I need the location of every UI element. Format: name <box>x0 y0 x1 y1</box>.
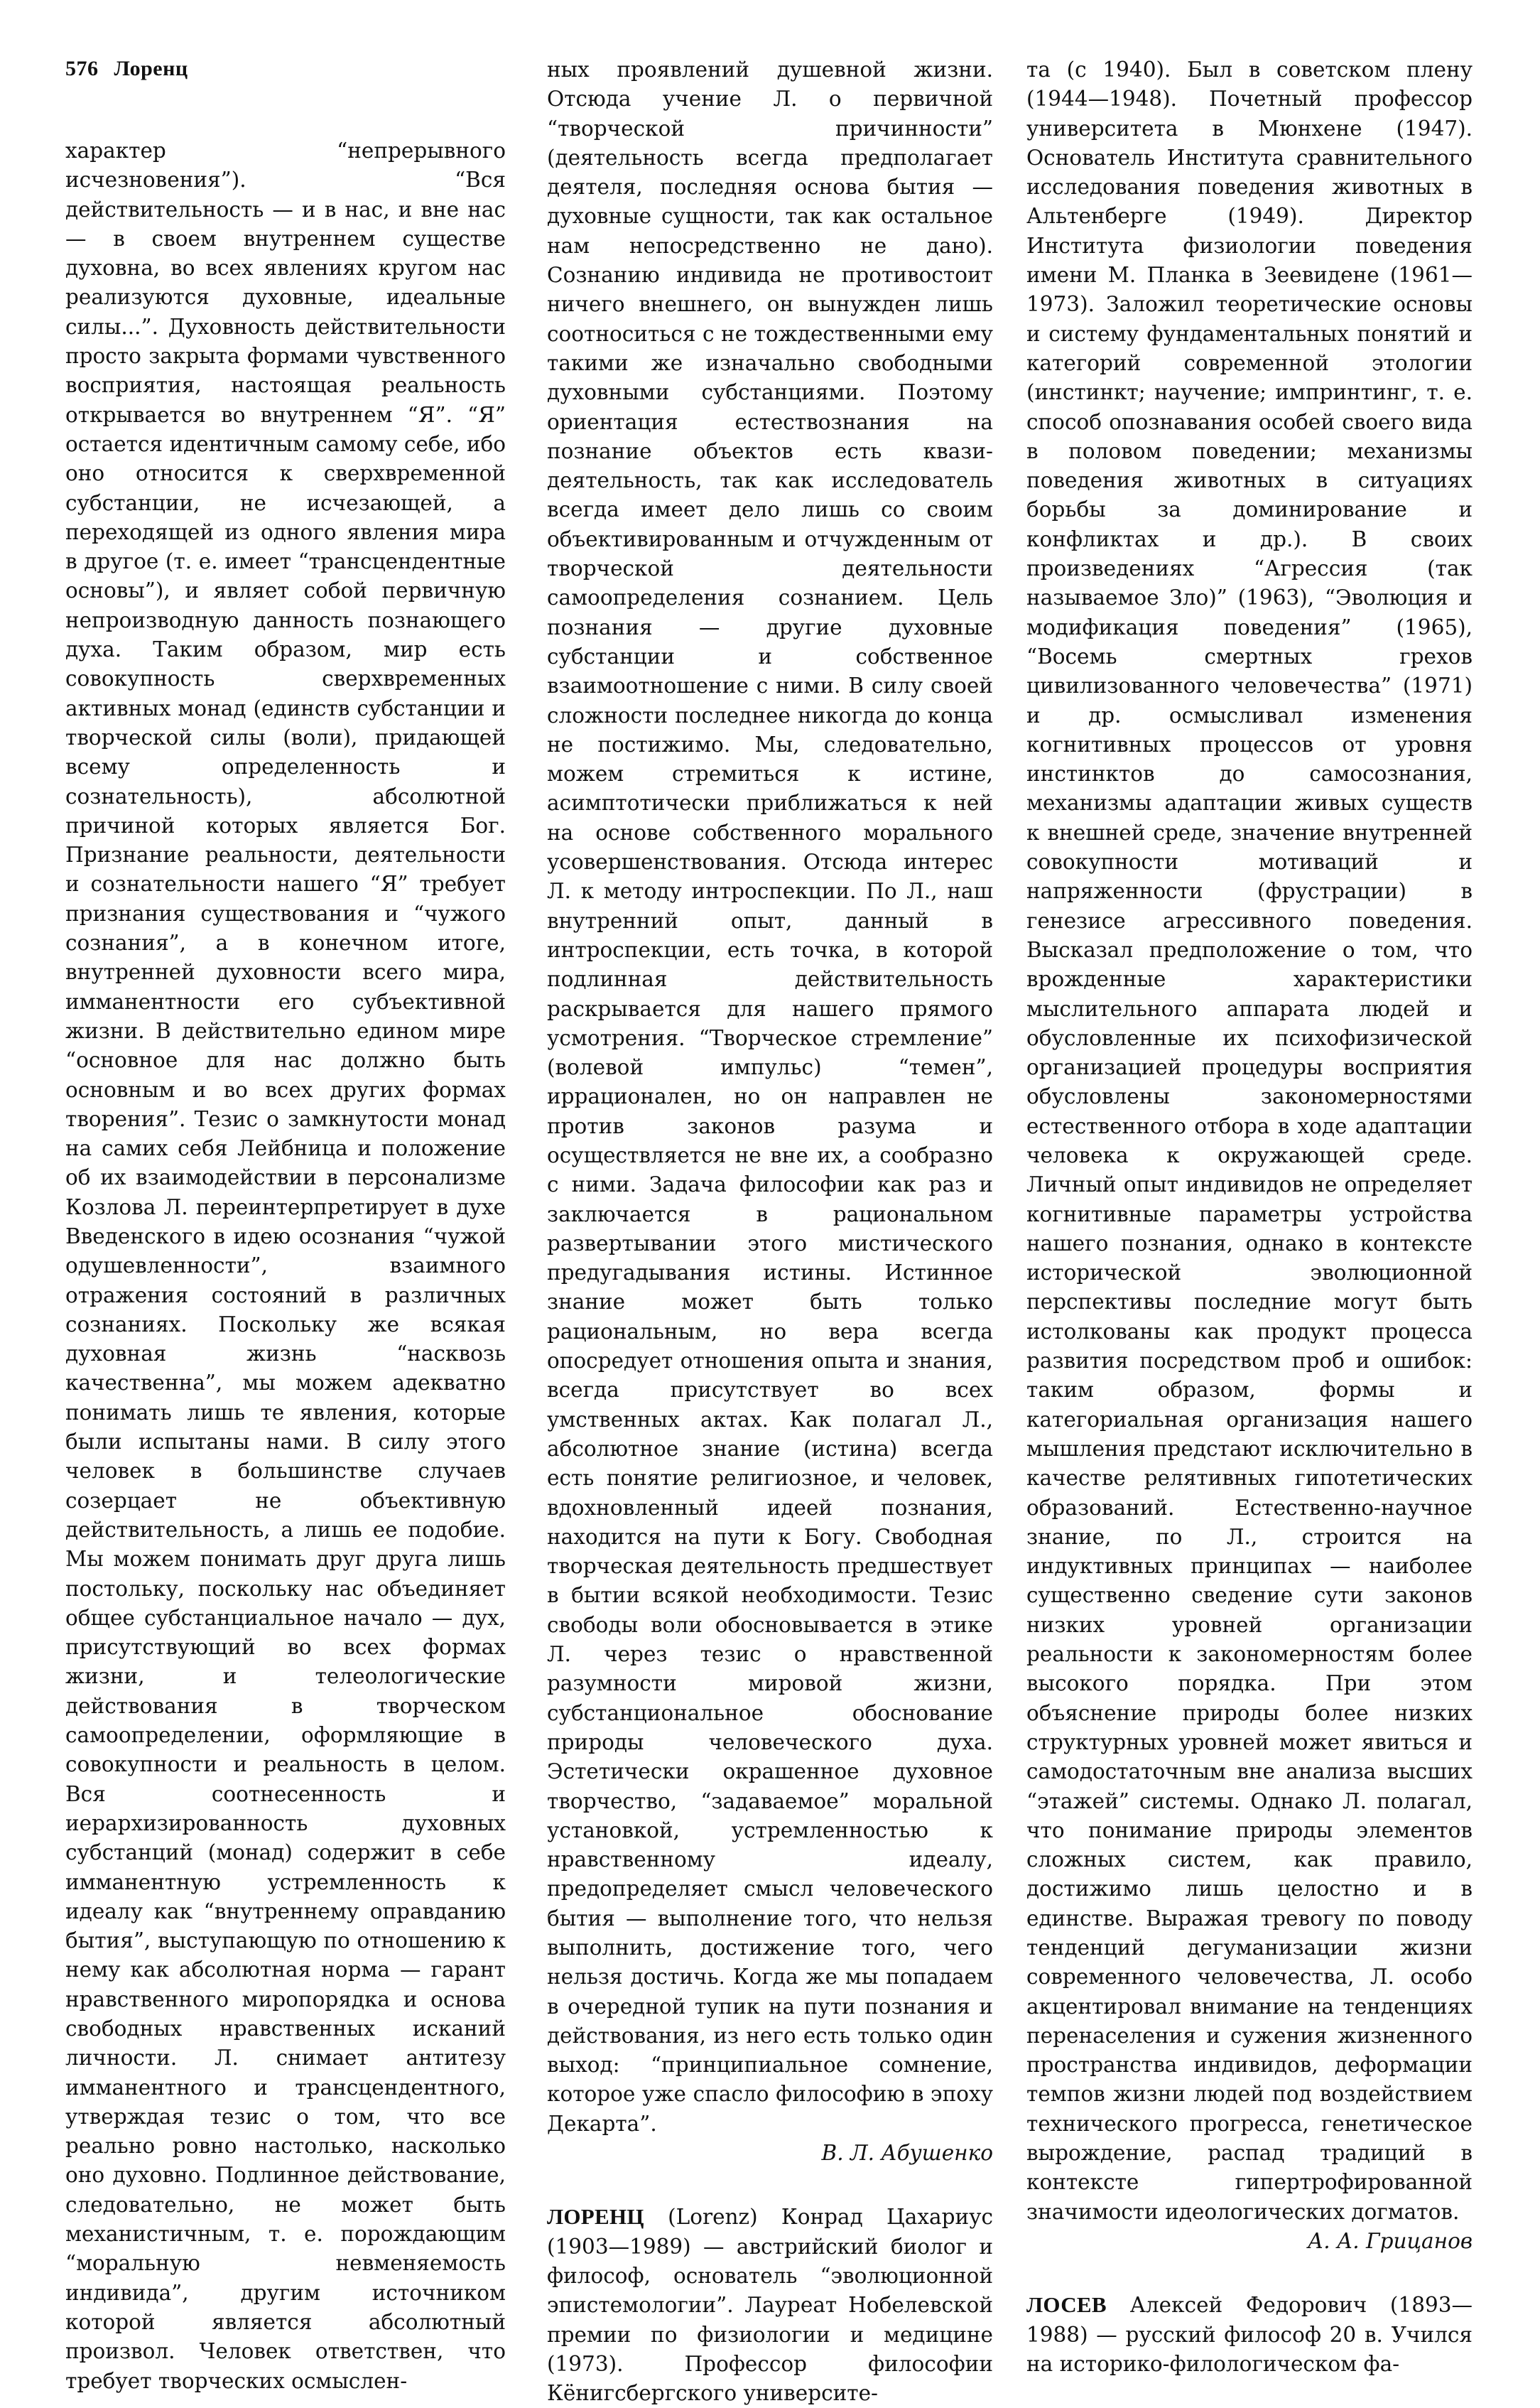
author-signature: В. Л. Абушенко <box>821 2141 993 2166</box>
running-title: Лоренц <box>114 57 188 80</box>
entry-headword: ЛОСЕВ <box>1026 2292 1107 2318</box>
paragraph: ных проявлений душевной жизни. Отсюда учение Л. о первичной “творческой причинности” (деятельность всегда предполагает деятеля, последняя основа бытия — духовные сущности, так как остальное нам непосредственно не дано). Сознанию индивида не противостоит ничего внешнего, он вынужден лишь соотноситься с не тождественными ему такими же изначально свободными духовными субстанциями. Поэтому ориентация естествознания на познание объектов есть квази-деятельность, так как исследователь всегда имеет дело лишь со своим объективированным и отчужденным от творческой деятельности самоопределения сознанием. Цель познания — другие духовные субстанции и собственное взаимоотношение с ними. В силу своей сложности последнее никогда до конца не постижимо. Мы, следовательно, можем стремиться к истине, асимптотически приближаться к ней на основе собственного морального усовершенствования. Отсюда интерес Л. к методу интроспекции. По Л., наш внутренний опыт, данный в интроспекции, есть точка, в которой подлинная действительность раскрывается для нашего прямого усмотрения. “Творческое стремление” (волевой импульс) “темен”, иррационален, но он направлен не против законов разума и осуществляется не вне их, а сообразно с ними. Задача философии как раз и заключается в рациональном развертывании этого мистического предугадывания истины. Истинное знание может быть только рациональным, но вера всегда опосредует отношения опыта и знания, всегда присутствует во всех умственных актах. Как полагал Л., абсолютное знание (истина) всегда есть понятие религиозное, и человек, вдохновленный идеей познания, находится на пути к Богу. Свободная творческая деятельность предшествует в бытии всякой необходимости. Тезис свободы воли обосновывается в этике Л. через тезис о нравственной разумности мировой жизни, субстанциональное обоснование природы человеческого духа. Эстетически окрашенное духовное творчество, “задаваемое” моральной установкой, устремленностью к нравственному идеалу, предопределяет смысл человеческого бытия — выполнение того, что нельзя выполнить, достижение того, чего нельзя достичь. Когда же мы попадаем в очередной тупик на пути познания и действования, из него есть только один выход: “принципиальное сомнение, которое уже спасло философию в эпоху Декарта”. <box>547 58 993 2136</box>
text-column-2 <box>547 55 993 2408</box>
entry-headword: ЛОРЕНЦ <box>547 2204 644 2230</box>
entry-text: (Lorenz) Конрад Цахариус (1903—1989) — австрийский биолог и философ, основатель “эволюционной эпистемологии”. Лауреат Нобелевской премии по физиологии и медицине (1973). Профессор философии Кёнигсбергского университе- <box>547 2205 993 2406</box>
text-column-3 <box>1026 55 1473 2379</box>
paragraph: характер “непрерывного исчезновения”). “Вся действительность — и в нас, и вне нас — в своем внутреннем существе духовна, во всех явлениях кругом нас реализуются духовные, идеальные силы...”. Духовность действительности просто закрыта формами чувственного восприятия, настоящая реальность открывается во внутреннем “Я”. “Я” остается идентичным самому себе, ибо оно относится к сверхвременной субстанции, не исчезающей, а переходящей из одного явления мира в другое (т. е. имеет “трансцендентные основы”), и являет собой первичную непроизводную данность познающего духа. Таким образом, мир есть совокупность сверхвременных активных монад (единств субстанции и творческой силы (воли), придающей всему определенность и сознательность), абсолютной причиной которых является Бог. Признание реальности, деятельности и сознательности нашего “Я” требует признания существования и “чужого сознания”, а в конечном итоге, внутренней духовности всего мира, имманентности его субъективной жизни. В действительно едином мире “основное для нас должно быть основным и во всех других формах творения”. Тезис о замкнутости монад на самих себя Лейбница и положение об их взаимодействии в персонализме Козлова Л. переинтерпретирует в духе Введенского в идею осознания “чужой одушевленности”, взаимного отражения состояний в различных сознаниях. Поскольку же всякая духовная жизнь “насквозь качественна”, мы можем адекватно понимать лишь те явления, которые были испытаны нами. В силу этого человек в большинстве случаев созерцает не объективную действительность, а лишь ее подобие. Мы можем понимать друг друга лишь постольку, поскольку нас объединяет общее субстанциальное начало — дух, присутствующий во всех формах жизни, и телеологические действования в творческом самоопределении, оформляющие в совокупности и реальность в целом. Вся соотнесенность и иерархизированность духовных субстанций (монад) содержит в себе имманентную устремленность к идеалу как “внутреннему оправданию бытия”, выступающую по отношению к нему как абсолютная норма — гарант нравственного миропорядка и основа свободных нравственных исканий личности. Л. снимает антитезу имманентного и трансцендентного, утверждая тезис о том, что все реально ровно настолько, насколько оно духовно. Подлинное действование, следовательно, не может быть механистичным, т. е. порождающим “моральную невменяемость индивида”, другим источником которой является абсолютный произвол. Человек ответствен, что требует творческих осмыслен- <box>65 139 506 2393</box>
author-signature: А. А. Грицанов <box>1307 2228 1473 2253</box>
paragraph: та (с 1940). Был в советском плену (1944—1948). Почетный профессор университета в Мюнхене (1947). Основатель Института сравнительного исследования поведения животных в Альтенберге (1949). Директор Института физиологии поведения имени М. Планка в Зеевидене (1961—1973). Заложил теоретические основы и систему фундаментальных понятий и категорий современной этологии (инстинкт; научение; импринтинг, т. е. способ опознавания особей своего вида в половом поведении; механизмы поведения животных в ситуациях борьбы за доминирование и конфликтах и др.). В своих произведениях “Агрессия (так называемое Зло)” (1963), “Эволюция и модификация поведения” (1965), “Восемь смертных грехов цивилизованного человечества” (1971) и др. осмысливал изменения когнитивных процессов от уровня инстинктов до самосознания, механизмы адаптации живых существ к внешней среде, значение внутренней совокупности мотиваций и напряженности (фрустрации) в генезисе агрессивного поведения. Высказал предположение о том, что врожденные характеристики мыслительного аппарата людей и обусловленные их психофизической организацией процедуры восприятия обусловлены закономерностями естественного отбора в ходе адаптации человека к окружающей среде. Личный опыт индивидов не определяет когнитивные параметры устройства нашего познания, однако в контексте исторической эволюционной перспективы последние могут быть истолкованы как продукт процесса развития посредством проб и ошибок: таким образом, формы и категориальная организация нашего мышления предстают исключительно в качестве релятивных гипотетических образований. Естественно-научное знание, по Л., строится на индуктивных принципах — наиболее существенно сведение сути законов низких уровней организации реальности к закономерностям более высокого порядка. При этом объяснение природы более низких структурных уровней может явиться и самодостаточным вне анализа высших “этажей” системы. Однако Л. полагал, что понимание природы элементов сложных систем, как правило, достижимо лишь целостно и в единстве. Выражая тревогу по поводу тенденций дегуманизации жизни современного человечества, Л. особо акцентировал внимание на тенденциях перенаселения и сужения жизненного пространства индивидов, деформации темпов жизни людей под воздействием технического прогресса, генетическое вырождение, распад традиций в контексте гипертрофированной значимости идеологических догматов. <box>1026 58 1473 2224</box>
page-header <box>65 57 188 81</box>
entry-text: Алексей Федорович (1893—1988) — русский философ 20 в. Учился на историко-филологическом фа- <box>1026 2293 1473 2376</box>
dictionary-entry-lorenz <box>547 2202 993 2408</box>
page-number: 576 <box>65 57 99 80</box>
text-column-1 <box>65 136 506 2396</box>
dictionary-entry-losev <box>1026 2290 1473 2379</box>
